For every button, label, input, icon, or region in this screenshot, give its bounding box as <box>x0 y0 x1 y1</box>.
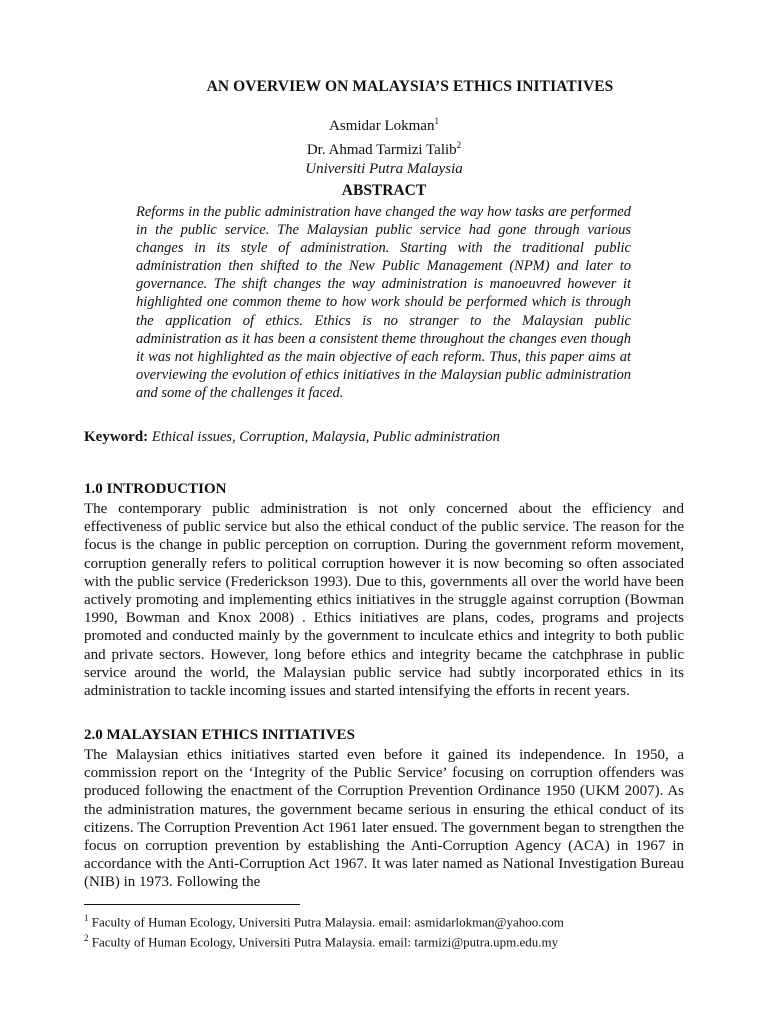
section-body-ethics-initiatives: The Malaysian ethics initiatives started even before it gained its independence. In 1950, a commission report on the ‘Integrity of the Public Service’ focusing on corruption offenders was produced following the enactment of the Corruption Prevention Ordinance 1950 (UKM 2007). As the administration matures, the government became serious in ensuring the ethical conduct of its citizens. The Corruption Prevention Act 1961 later ensued. The government began to strengthen the focus on corruption prevention by establishing the Anti-Corruption Agency (ACA) in 1967 in accordance with the Anti-Corruption Act 1967. It was later named as National Investigation Bureau (NIB) in 1973. Following the <box>84 747 684 891</box>
footnote-marker: 2 <box>456 140 462 150</box>
author-name: Dr. Ahmad Tarmizi Talib <box>306 142 457 158</box>
footnote-text: Faculty of Human Ecology, Universiti Putra Malaysia. email: asmidarlokman@yahoo.com <box>91 914 564 930</box>
author-1 <box>0 112 768 136</box>
abstract-body: Reforms in the public administration have changed the way how tasks are performed in the public service. The Malaysian public service had gone through various changes in its style of administration. Starting with the traditional public administration then shifted to the New Public Management (NPM) and later to governance. The shift changes the way administration is manoeuvred however it highlighted one common theme to how work should be performed which is through the application of ethics. Ethics is no stranger to the Malaysian public administration as it has been a consistent theme throughout the changes even though it was not highlighted as the main objective of each reform. Thus, this paper aims at overviewing the evolution of ethics initiatives in the Malaysian public administration and some of the challenges it faced. <box>136 204 631 401</box>
author-block <box>0 112 768 179</box>
keywords-text: Ethical issues, Corruption, Malaysia, Public administration <box>151 429 500 445</box>
section-body-introduction: The contemporary public administration is not only concerned about the efficiency and effectiveness of public service but also the ethical conduct of the public service. The reason for the focus is the change in public perception on corruption. During the government reform movement, corruption generally refers to political corruption however it is now becoming so often associated with the public service (Frederickson 1993). Due to this, governments all over the world have been actively promoting and implementing ethics initiatives in the struggle against corruption (Bowman 1990, Bowman and Knox 2008) . Ethics initiatives are plans, codes, programs and projects promoted and conducted mainly by the government to inculcate ethics and integrity to both public and private sectors. However, long before ethics and integrity became the catchphrase in public service around the world, the Malaysian public service had subtly incorporated ethics in its administration to tackle incoming issues and started intensifying the efforts in recent years. <box>84 501 684 700</box>
footnote-text: Faculty of Human Ecology, Universiti Putra Malaysia. email: tarmizi@putra.upm.edu.my <box>91 934 559 950</box>
abstract-heading: ABSTRACT <box>341 182 427 199</box>
section-heading-introduction: 1.0 INTRODUCTION <box>84 481 227 497</box>
author-name: Asmidar Lokman <box>329 118 435 134</box>
author-2 <box>0 136 768 160</box>
footnote-1 <box>84 910 704 930</box>
footnote-marker: 1 <box>434 116 439 126</box>
paper-title: AN OVERVIEW ON MALAYSIA’S ETHICS INITIATIVES <box>206 78 614 95</box>
keywords-line <box>84 429 704 446</box>
section-heading-ethics-initiatives: 2.0 MALAYSIAN ETHICS INITIATIVES <box>84 727 355 743</box>
footnotes <box>84 910 704 951</box>
footnote-divider <box>84 904 300 905</box>
footnote-2 <box>84 930 704 950</box>
footnote-mark: 2 <box>84 933 89 944</box>
footnote-mark: 1 <box>84 913 89 923</box>
affiliation: Universiti Putra Malaysia <box>305 161 463 177</box>
keywords-label: Keyword: <box>84 429 149 445</box>
